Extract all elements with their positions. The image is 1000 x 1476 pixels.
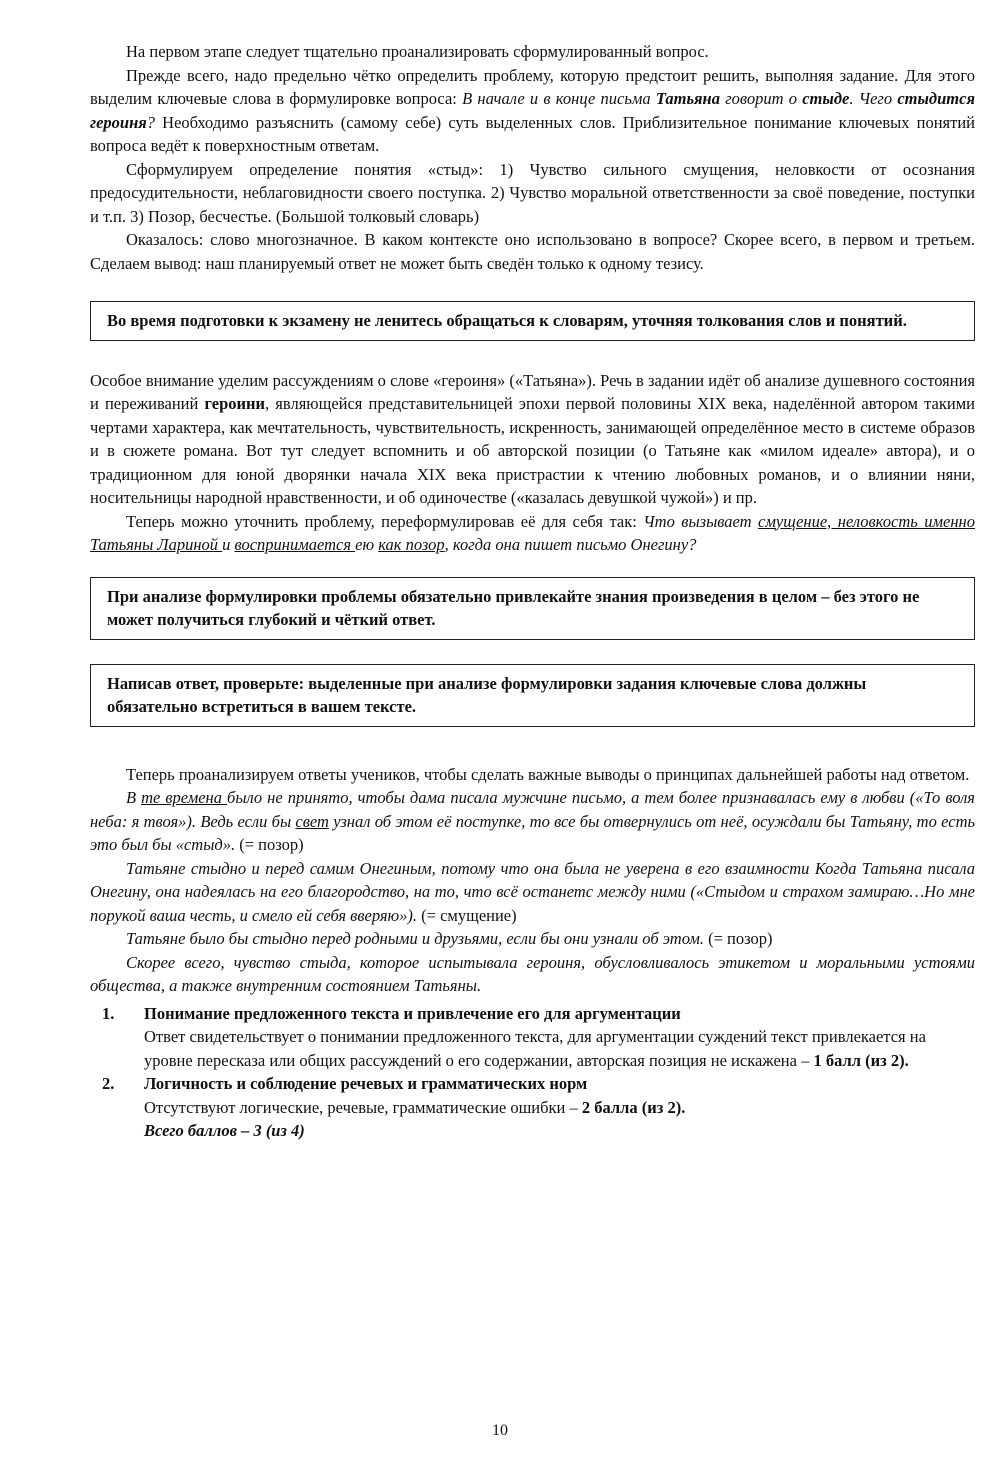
keyword-shame: стыде (802, 89, 850, 108)
italic-span: Что вызывает (643, 511, 759, 531)
underlined-italic-span: те времена (141, 788, 228, 807)
paragraph-conclusion: Оказалось: слово многозначное. В каком контексте оно использовано в вопросе? Скорее всего, в первом и третьем. Сделаем вывод: наш планируемый ответ не может быть сведён только к одному тезису. (90, 230, 975, 273)
underlined-italic-span: как позор (378, 535, 445, 554)
underlined-italic-span: воспринимается (234, 535, 356, 554)
criterion-item (90, 1072, 975, 1143)
paragraph-problem (90, 64, 975, 158)
criterion-item (90, 1002, 975, 1073)
paragraph-definition: Сформулируем определение понятия «стыд»: 1) Чувство сильного смущения, неловкости от осознания предосудительности, неблаговидности своего поступка. 2) Чувство моральной ответственности за своё поведение, поступки и т.п. 3) Позор, бесчестье. (Большой толковый словарь) (90, 159, 975, 226)
underlined-italic-span: свет (295, 811, 329, 831)
italic-span: , когда она пишет письмо Онегину? (444, 535, 697, 554)
criterion-score: 2 балла (из 2). (581, 1097, 686, 1117)
paragraph-reformulation (90, 510, 975, 557)
keyword-tatiana: Татьяна (655, 89, 720, 108)
annotation-span: (= позор) (704, 929, 773, 948)
question-italic: В начале и в конце письма (462, 89, 656, 108)
text-span: Особое внимание уделим рассуждениям о слове «героиня» («Татьяна»). Речь в задании идёт об анализе душевного состояния и переживаний (90, 370, 975, 413)
page-content (90, 40, 975, 1143)
tip-box-keywords: Написав ответ, проверьте: выделенные при анализе формулировки задания ключевые слова должны обязательно встретиться в вашем тексте. (90, 664, 975, 727)
student-answer-3 (90, 927, 975, 951)
criterion-title: Логичность и соблюдение речевых и грамматических норм (144, 1074, 588, 1093)
underlined-italic-span: смущение, неловкость именно Татьяны Лариной (90, 511, 975, 554)
criterion-number: 1. (102, 1003, 115, 1023)
criterion-score: 1 балл (из 2). (813, 1050, 909, 1070)
tip-box-dictionaries: Во время подготовки к экзамену не ленитесь обращаться к словарям, уточняя толкования слов и понятий. (90, 301, 975, 341)
criterion-body (144, 1002, 975, 1073)
question-italic: говорит о (719, 89, 803, 108)
italic-span: В (126, 788, 142, 807)
criterion-text (144, 1096, 955, 1120)
criterion-number: 2. (102, 1074, 115, 1093)
criterion-body (144, 1072, 975, 1143)
italic-span: Татьяне стыдно и перед самим Онегиным, потому что она была не уверена в его взаимности Когда Татьяна писала Онегину, она надеялась на его благородство, на то, что всё останетс между ними («Стыдом и страхом замираю…Но мне порукой ваша честь, и смело ей себя вверяю»). (90, 858, 975, 925)
paragraph-student-answers: Теперь проанализируем ответы учеников, чтобы сделать важные выводы о принципах дальнейшей работы над ответом. (126, 764, 970, 784)
tip-box-whole-work: При анализе формулировки проблемы обязательно привлекайте знания произведения в целом – без этого не может получиться глубокий и чёткий ответ. (90, 577, 975, 640)
italic-span: и (222, 535, 235, 554)
criterion-text (144, 1025, 955, 1072)
page-number: 10 (492, 1422, 508, 1439)
italic-span: ею (355, 535, 379, 554)
keyword-bold: героини (204, 394, 266, 413)
paragraph-heroine (90, 369, 975, 510)
question-italic: ? (146, 112, 156, 132)
criteria-list (90, 1002, 975, 1143)
student-answer-1 (90, 786, 975, 857)
student-answer-2 (90, 857, 975, 928)
paragraph-intro: На первом этапе следует тщательно проанализировать сформулированный вопрос. (126, 42, 709, 61)
annotation-span: (= позор) (235, 835, 304, 854)
criterion-description: Ответ свидетельствует о понимании предложенного текста, для аргументации суждений текст привлекается на уровне пересказа или общих рассуждений о его содержании, авторская позиция не искажена – (144, 1027, 926, 1070)
total-score-text: Всего баллов – 3 (из 4) (144, 1121, 305, 1140)
annotation-span: (= смущение) (417, 905, 517, 925)
italic-span: было не принято, чтобы дама писала мужчине письмо, а тем более признавалась ему в любви («То воля неба: я твоя»). Ведь если бы (90, 788, 975, 831)
italic-span: Скорее всего, чувство стыда, которое испытывала героиня, обусловливалось этикетом и моральными устоями общества, а также внутренним состоянием Татьяны. (90, 952, 975, 995)
keyword-heroine: стыдится героиня (90, 89, 975, 132)
student-answer-4 (90, 951, 975, 998)
text-span: Теперь можно уточнить проблему, переформулировав её для себя так: (126, 511, 644, 531)
criterion-title: Понимание предложенного текста и привлечение его для аргументации (144, 1003, 681, 1023)
question-italic: . Чего (849, 89, 898, 108)
text-span: Необходимо разъяснить (самому себе) суть выделенных слов. Приблизительное понимание ключевых понятий вопроса ведёт к поверхностным ответам. (90, 112, 975, 155)
italic-span: узнал об этом её поступке, то все бы отвернулись от неё, осуждали бы Татьяну, то есть это был бы «стыд». (90, 811, 975, 854)
italic-span: Татьяне было бы стыдно перед родными и друзьями, если бы они узнали об этом. (126, 929, 704, 948)
total-score (144, 1119, 955, 1143)
text-span: , являющейся представительницей эпохи первой половины XIX века, наделённой автором такими чертами характера, как мечтательность, чувствительность, искренность, занимающей определённое место в системе образов и в сюжете романа. Вот тут следует вспомнить и об авторской позиции (о Татьяне как «милом идеале» автора), и о традиционном для юной дворянки начала XIX века пристрастии к чтению любовных романов, и о влиянии няни, носительницы народной нравственности, и об одиночестве («казалась девушкой чужой») и пр. (90, 394, 975, 507)
criterion-description: Отсутствуют логические, речевые, грамматические ошибки – (144, 1097, 582, 1117)
text-span: Прежде всего, надо предельно чётко определить проблему, которую предстоит решить, выполняя задание. Для этого выделим ключевые слова в формулировке вопроса: (90, 65, 975, 108)
